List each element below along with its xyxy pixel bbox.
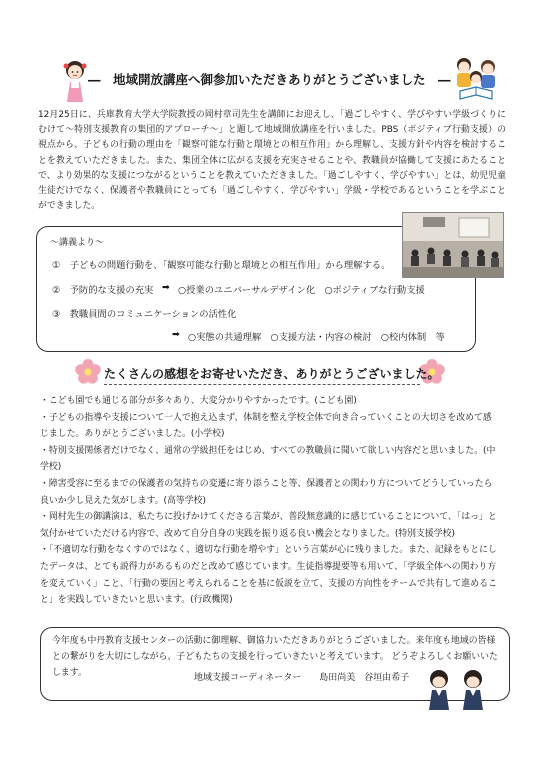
- list-item: ・こども園でも通じる部分が多々あり、大変分かりやすかったです。(こども園): [40, 396, 357, 406]
- divider: [104, 384, 420, 385]
- signature: 地域支援コーディネーター 島田尚美 谷垣由希子: [194, 673, 410, 683]
- lecture-point-3: ③ 教職員間のコミュニケーションの活性化: [52, 309, 237, 320]
- list-item: ・子どもの指導や支援について一人で抱え込まず、体制を整え学校全体で向き合っていくことの大切さを改めて感じました。ありがとうございました。(小学校): [40, 412, 492, 440]
- closing-message: 今年度も中丹教育支援センターの活動に御理解、御協力いただきありがとうございました。来年度も地域の皆様との繋がりを大切にしながら、子どもたちの支援を行っていきたいと考えています。 どうぞよろしくお願いいたします。: [52, 636, 498, 678]
- bowing-staff-icon: [458, 668, 488, 712]
- lecture-point-1: ① 子どもの問題行動を、「観察可能な行動と環境との相互作用」から理解する。: [52, 260, 391, 271]
- lecture-photo: [402, 212, 504, 278]
- page-title: ― 地域開放講座へ御参加いただきありがとうございました ―: [88, 72, 451, 87]
- intro-paragraph: 12月25日に、兵庫教育大学大学院教授の岡村章司先生を講師にお迎えし、「過ごしやすく、学びやすい学級づくりにむけて～特別支援教育の集団的アプローチ～」と題して地域開放講座を行いました。PBS（ポジティブ行動支援）の視点から、子どもの行動の理由を「観察可能な行動と環境との相互作用」から理解し、支援方針や内容を検討することを教えていただきました。また、集団全体に広がる支援を充実させることや、教職員が協働して支援にあたることで、より効果的な支援につながるということを教えていただきました。「過ごしやすく、学びやすい」とは、幼児児童生徒だけでなく、保護者や教職員にとっても「過ごしやすく、学びやすい」学級・学校であるということを学ぶことができました。: [38, 110, 506, 212]
- feedback-heading: たくさんの感想をお寄せいただき、ありがとうございました。: [104, 367, 440, 381]
- feedback-list: [40, 393, 500, 609]
- arrow-right-icon: ➡: [162, 282, 170, 293]
- flower-icon: [74, 358, 102, 386]
- lecture-title: ～講義より～: [50, 238, 105, 248]
- lecture-point-2-detail: ○授業のユニバーサルデザイン化 ○ポジティブな行動支援: [178, 285, 425, 296]
- list-item: ・岡村先生の御講演は、私たちに投げかけてくださる言葉が、普段無意識的に感じていることについて、「はっ」と気付かせていただける内容で、改めて自分自身の実践を振り返る良い機会となりました。(特別支援学校): [40, 512, 497, 539]
- list-item: ・「不適切な行動をなくすのではなく、適切な行動を増やす」という言葉が心に残りました。また、記録をもとにしたデータは、とても説得力があるものだと改めて感じています。生徒指導提要等も用いて、「学級全体への関わり方を変えていく」こと、「行動の要因と考えられることを基に仮説を立て、支援の方向性をチームで共有して進めること」を実践していきたいと思います。(行政機関): [40, 545, 497, 606]
- girl-illustration-icon: [58, 58, 92, 104]
- list-item: ・特別支援関係者だけでなく、通常の学級担任をはじめ、すべての教職員に聞いて欲しい内容だと思いました。(中学校): [40, 445, 496, 473]
- list-item: ・障害受容に至るまでの保護者の気持ちの変遷に寄り添うこと等、保護者との関わり方についてどうしていったら良いか少し見えた気がします。(高等学校): [40, 478, 493, 506]
- children-reading-icon: [446, 55, 506, 105]
- lecture-point-2: ② 予防的な支援の充実: [52, 285, 154, 296]
- arrow-right-icon: ➡: [172, 329, 180, 340]
- bowing-staff-icon: [424, 668, 454, 712]
- lecture-point-3-detail: ○実態の共通理解 ○支援方法・内容の検討 ○校内体制 等: [188, 332, 445, 343]
